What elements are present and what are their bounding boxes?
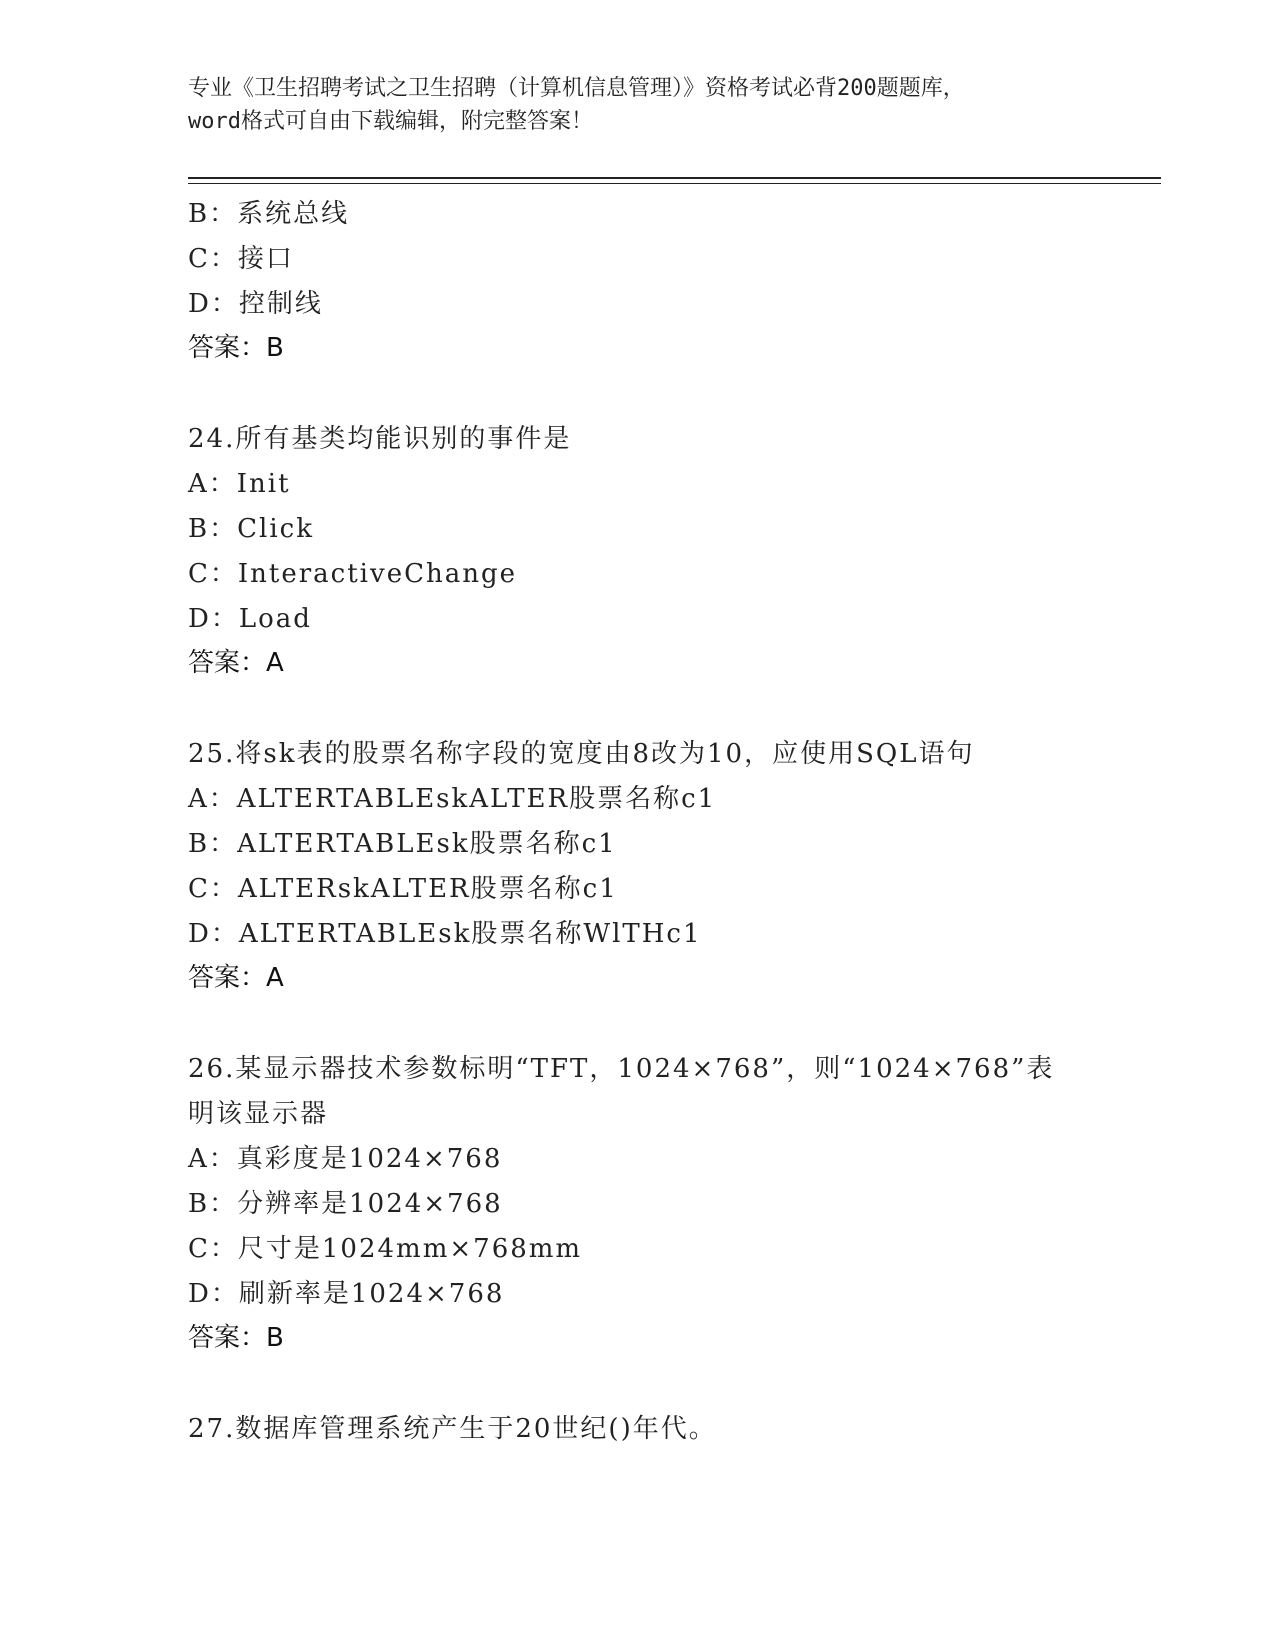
q24-option-a: A：Init [188, 469, 291, 499]
q26-option-b: B：分辨率是1024×768 [188, 1189, 503, 1219]
q25-option-a: A：ALTERTABLEskALTER股票名称c1 [188, 784, 717, 814]
q25-option-c: C：ALTERskALTER股票名称c1 [188, 874, 618, 904]
question-25: 25.将sk表的股票名称字段的宽度由8改为10，应使用SQL语句 [188, 739, 975, 769]
q25-option-d: D：ALTERTABLEsk股票名称WlTHc1 [188, 919, 702, 949]
question-26-line-1: 26.某显示器技术参数标明“TFT，1024×768”，则“1024×768”表 [188, 1054, 1055, 1084]
q26-option-c: C：尺寸是1024mm×768mm [188, 1234, 583, 1264]
answer-line: 答案：B [188, 333, 284, 363]
option-b: B：系统总线 [188, 199, 350, 229]
q25-answer: 答案：A [188, 963, 284, 993]
question-26-line-2: 明该显示器 [188, 1099, 329, 1129]
q24-option-b: B：Click [188, 514, 314, 544]
q24-option-c: C：InteractiveChange [188, 559, 517, 589]
q25-option-b: B：ALTERTABLEsk股票名称c1 [188, 829, 617, 859]
option-c: C：接口 [188, 244, 294, 274]
q24-option-d: D：Load [188, 604, 312, 634]
q26-option-d: D：刷新率是1024×768 [188, 1279, 505, 1309]
option-d: D：控制线 [188, 289, 323, 319]
document-header [188, 72, 1088, 138]
header-divider-thin [188, 183, 1161, 184]
header-line-1: 专业《卫生招聘考试之卫生招聘（计算机信息管理）》资格考试必背200题题库， [188, 76, 965, 101]
header-line-2: word格式可自由下载编辑，附完整答案！ [188, 109, 593, 134]
q26-option-a: A：真彩度是1024×768 [188, 1144, 503, 1174]
q26-answer: 答案：B [188, 1323, 284, 1353]
q24-answer: 答案：A [188, 648, 284, 678]
header-divider-thick [188, 177, 1161, 179]
question-24: 24.所有基类均能识别的事件是 [188, 424, 572, 454]
question-27: 27.数据库管理系统产生于20世纪()年代。 [188, 1414, 717, 1444]
